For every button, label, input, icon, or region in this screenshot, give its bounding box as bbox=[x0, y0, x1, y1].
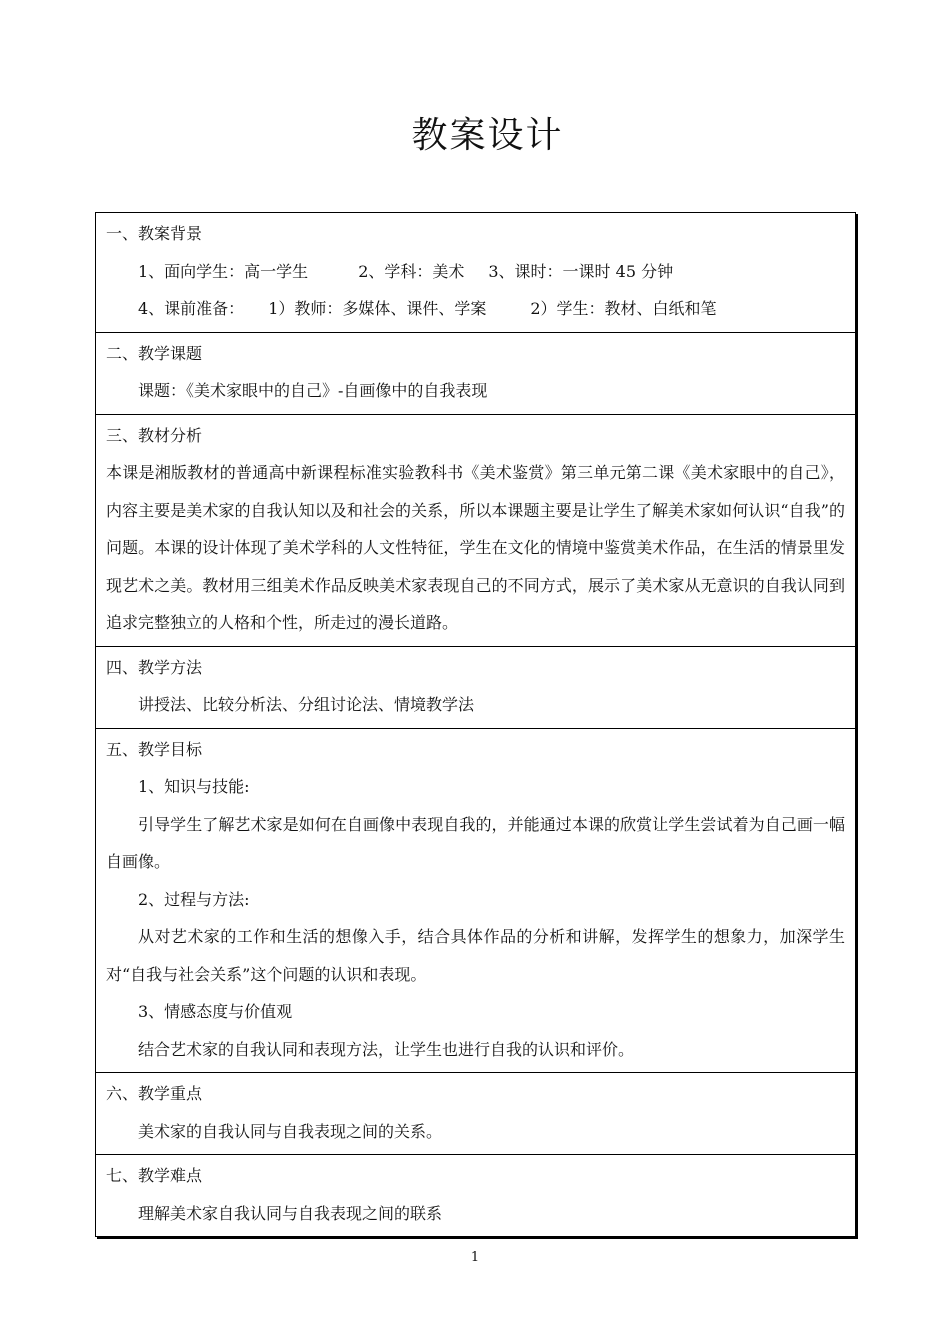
prep-label: 4、课前准备： bbox=[138, 299, 245, 318]
section-heading: 三、教材分析 bbox=[106, 425, 203, 445]
section-methods bbox=[96, 646, 855, 728]
section-analysis bbox=[96, 414, 855, 646]
section-topic bbox=[96, 332, 855, 414]
subject-text: 2、学科：美术 bbox=[358, 261, 465, 281]
emotion-text: 结合艺术家的自我认同和表现方法，让学生也进行自我的认识和评价。 bbox=[138, 1039, 635, 1059]
section-background bbox=[96, 213, 855, 332]
key-text: 美术家的自我认同与自我表现之间的关系。 bbox=[138, 1121, 443, 1141]
section-heading: 二、教学课题 bbox=[106, 343, 203, 363]
background-row-1 bbox=[106, 253, 845, 291]
page-title: 教案设计 bbox=[411, 115, 564, 156]
knowledge-title: 1、知识与技能: bbox=[138, 777, 250, 796]
lesson-plan-table bbox=[95, 212, 856, 1237]
section-heading: 六、教学重点 bbox=[106, 1084, 203, 1103]
process-title: 2、过程与方法: bbox=[138, 889, 250, 909]
prep-teacher-text: 1）教师：多媒体、课件、学案 bbox=[268, 299, 487, 318]
background-row-2 bbox=[106, 290, 845, 328]
emotion-title: 3、情感态度与价值观 bbox=[138, 1002, 293, 1021]
section-heading: 四、教学方法 bbox=[106, 657, 203, 677]
analysis-text: 本课是湘版教材的普通高中新课程标准实验教科书《美术鉴赏》第三单元第二课《美术家眼中的自己》，内容主要是美术家的自我认知以及和社会的关系，所以本课题主要是让学生了解美术家如何认识“自我”的问题。本课的设计体现了美术学科的人文性特征，学生在文化的情境中鉴赏美术作品，在生活的情景里发现艺术之美。教材用三组美术作品反映美术家表现自己的不同方式，展示了美术家从无意识的自我认同到追求完整独立的人格和个性，所走过的漫长道路。 bbox=[106, 463, 845, 632]
knowledge-text: 引导学生了解艺术家是如何在自画像中表现自我的，并能通过本课的欣赏让学生尝试着为自己画一幅自画像。 bbox=[106, 814, 845, 871]
section-heading: 一、教案背景 bbox=[106, 224, 203, 243]
audience-text: 1、面向学生：高一学生 bbox=[138, 261, 309, 281]
topic-text: 课题：《美术家眼中的自己》-自画像中的自我表现 bbox=[138, 381, 488, 400]
section-goals bbox=[96, 728, 855, 1073]
process-text: 从对艺术家的工作和生活的想像入手，结合具体作品的分析和讲解，发挥学生的想象力，加深学生对“自我与社会关系”这个问题的认识和表现。 bbox=[106, 927, 845, 984]
section-key-points bbox=[96, 1072, 855, 1154]
section-heading: 七、教学难点 bbox=[106, 1166, 203, 1185]
hours-text: 3、课时：一课时 45 分钟 bbox=[488, 261, 674, 281]
prep-student-text: 2）学生：教材、白纸和笔 bbox=[530, 299, 717, 318]
methods-text: 讲授法、比较分析法、分组讨论法、情境教学法 bbox=[138, 695, 475, 714]
section-heading: 五、教学目标 bbox=[106, 739, 203, 759]
difficulty-text: 理解美术家自我认同与自我表现之间的联系 bbox=[138, 1203, 443, 1223]
page-number: 1 bbox=[470, 1250, 480, 1265]
section-difficulty bbox=[96, 1154, 855, 1236]
